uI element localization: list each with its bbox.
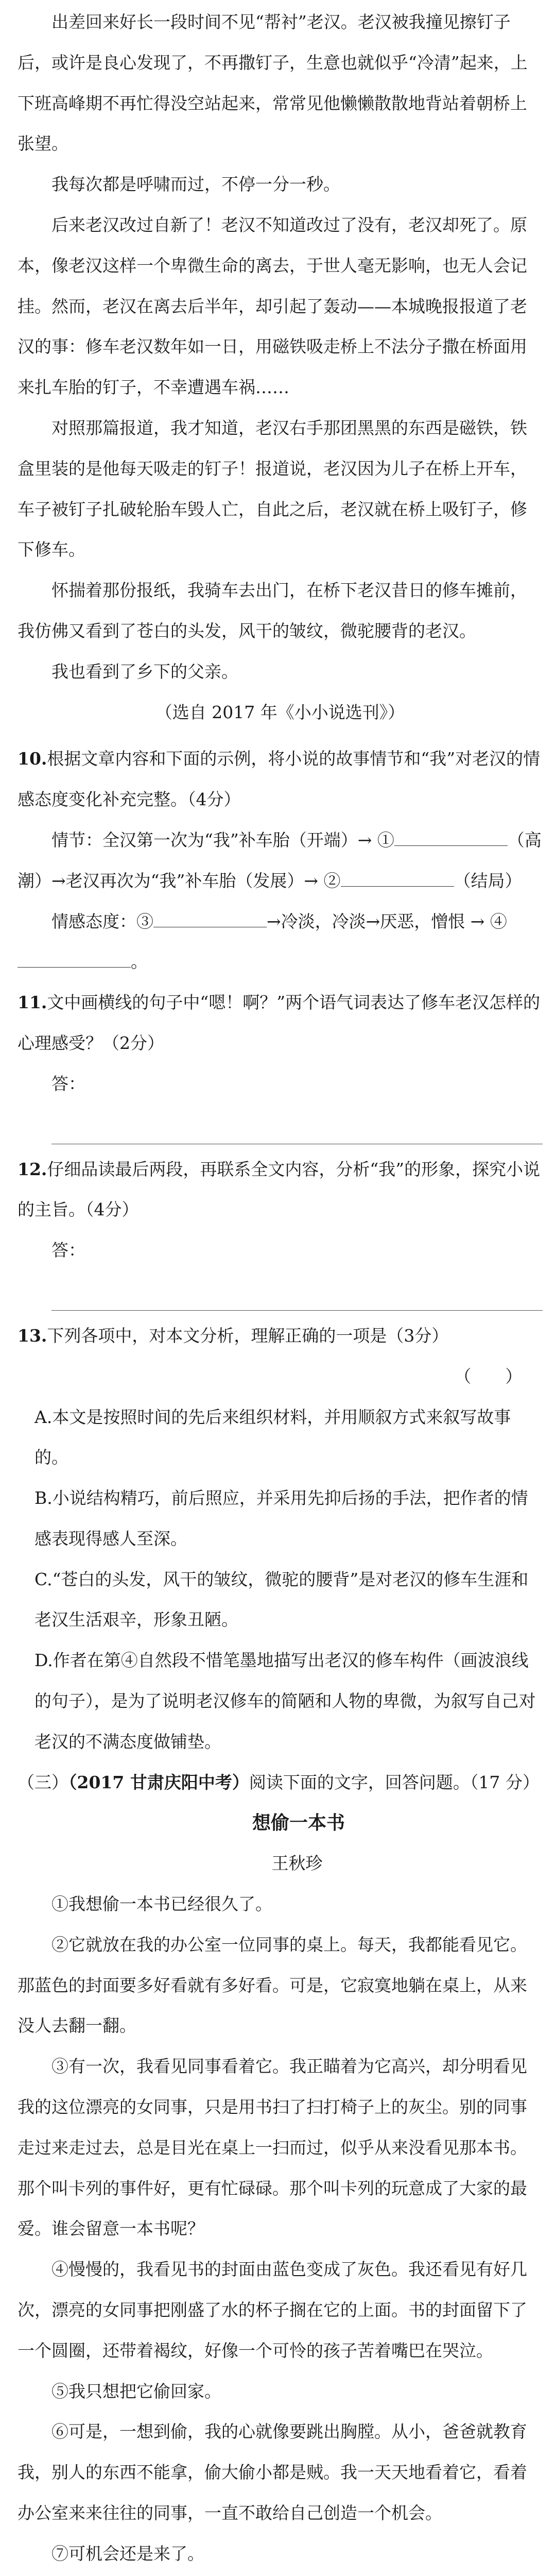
- story2-paragraph: ①我想偷一本书已经很久了。: [51, 1894, 272, 1914]
- answer-line[interactable]: [51, 1274, 543, 1311]
- plot-text-1: 全汉第一次为“我”补车胎（开端）→ ①: [102, 829, 394, 850]
- question-number: 11.: [18, 992, 47, 1013]
- story2-paragraph: ④慢慢的，我看见书的封面由蓝色变成了灰色。我还看见有好几次，漂亮的女同事把刚盛了水的杯子搁在它的上面。书的封面留下了一个圆圈，还带着褐纹，好像一个可怜的孩子苦着嘴巴在哭泣。: [18, 2259, 527, 2361]
- story2-paragraph: ②它就放在我的办公室一位同事的桌上。每天，我都能看见它。那蓝色的封面要多好看就有多好看。可是，它寂寞地躺在桌上，从来没人去翻一翻。: [18, 1934, 527, 2036]
- option-a[interactable]: A.本文是按照时间的先后来组织材料，并用顺叙方式来叙写故事的。: [34, 1406, 511, 1468]
- plot-text-2: （高潮）→老汉再次为“我”补车胎（发展）→ ②: [18, 829, 542, 891]
- answer-label: 答：: [51, 1240, 85, 1261]
- answer-blank-2[interactable]: [341, 869, 454, 887]
- answer-parentheses[interactable]: （ ）: [454, 1366, 523, 1386]
- question-10: [18, 739, 543, 982]
- story2-paragraph: [18, 2574, 543, 2576]
- section-text: 阅读下面的文字，回答问题。（17 分）: [249, 1772, 540, 1792]
- question-number: 12.: [18, 1159, 47, 1179]
- story1-paragraph: 怀揣着那份报纸，我骑车去出门，在桥下老汉昔日的修车摊前，我仿佛又看到了苍白的头发，风干的皱纹，微驼腰背的老汉。: [18, 580, 527, 641]
- story1-paragraph: 对照那篇报道，我才知道，老汉右手那团黑黑的东西是磁铁，铁盒里装的是他每天吸走的钉子！报道说，老汉因为儿子在桥上开车，车子被钉子扎破轮胎车毁人亡，自此之后，老汉就在桥上吸钉子，修下修车。: [18, 417, 527, 560]
- question-11: [18, 982, 543, 1144]
- emotion-period: 。: [131, 952, 148, 972]
- story2-paragraph: ⑤我只想把它偷回家。: [51, 2381, 221, 2401]
- story2-paragraph: ③有一次，我看见同事看着它。我正瞄着为它高兴，却分明看见我的这位漂亮的女同事，只是用书扫了扫打椅子上的灰尘。别的同事走过来走过去，总是目光在桌上一扫而过，似乎从来没看见那本书。那个叫卡列的事件好，更有忙碌碌。那个叫卡列的玩意成了大家的最爱。谁会留意一本书呢？: [18, 2056, 527, 2239]
- section-label: （三）: [18, 1772, 68, 1792]
- option-d[interactable]: D.作者在第④自然段不惜笔墨地描写出老汉的修车构件（画波浪线的句子），是为了说明老汉修车的简陋和人物的卑微，为叙写自己对老汉的不满态度做铺垫。: [34, 1650, 536, 1752]
- story2: [18, 1803, 543, 2576]
- answer-blank-3[interactable]: [153, 910, 267, 927]
- emotion-label: 情感态度：③: [51, 911, 153, 931]
- story2-title: 想偷一本书: [252, 1812, 345, 1834]
- question-text: 文中画横线的句子中“嗯！啊？”两个语气词表达了修车老汉怎样的心理感受？（2分）: [18, 992, 541, 1053]
- question-text: 仔细品读最后两段，再联系全文内容，分析“我”的形象，探究小说的主旨。（4分）: [18, 1159, 541, 1220]
- story1-paragraph: 出差回来好长一段时间不见“帮衬”老汉。老汉被我撞见擦钉子后，或许是良心发现了，不再撒钉子，生意也就似乎“冷清”起来，上下班高峰期不再忙得没空站起来，常常见他懒懒散散地背站着朝桥上张望。: [18, 12, 528, 154]
- question-13: [18, 1316, 543, 1762]
- question-number: 13.: [18, 1325, 47, 1346]
- question-text: 下列各项中，对本文分析，理解正确的一项是（3分）: [47, 1325, 449, 1346]
- answer-blank-4[interactable]: [18, 950, 131, 968]
- story2-author: 王秋珍: [271, 1853, 323, 1874]
- answer-label: 答：: [51, 1073, 85, 1094]
- plot-text-3: （结局）: [454, 870, 522, 891]
- question-number: 10.: [18, 749, 47, 769]
- answer-blank-1[interactable]: [394, 828, 508, 846]
- question-text: 根据文章内容和下面的示例，将小说的故事情节和“我”对老汉的情感态度变化补充完整。（4分）: [18, 749, 541, 810]
- emotion-text: →冷淡，冷淡→厌恶，憎恨 → ④: [267, 911, 507, 931]
- story1-paragraph: 我也看到了乡下的父亲。: [51, 661, 238, 682]
- story1-paragraph: 我每次都是呼啸而过，不停一分一秒。: [51, 174, 340, 195]
- story2-paragraph: ⑦可机会还是来了。: [51, 2543, 204, 2564]
- story2-paragraph: ⑥可是，一想到偷，我的心就像要跳出胸膛。从小，爸爸就教育我，别人的东西不能拿，偷大偷小都是贼。我一天天地看着它，看着办公室来来往往的同事，一直不敢给自己创造一个机会。: [18, 2421, 527, 2523]
- plot-label: 情节：: [51, 829, 102, 850]
- answer-line[interactable]: [51, 1108, 543, 1144]
- section-3: [18, 1762, 543, 1803]
- story1-source: （选自 2017 年《小小说选刊》）: [155, 702, 405, 722]
- option-c[interactable]: C.“苍白的头发，风干的皱纹，微驼的腰背”是对老汉的修车生涯和老汉生活艰辛，形象丑陋。: [34, 1569, 529, 1630]
- question-12: [18, 1149, 543, 1311]
- option-b[interactable]: B.小说结构精巧，前后照应，并采用先抑后扬的手法，把作者的情感表现得感人至深。: [34, 1488, 528, 1549]
- section-source: （2017 甘肃庆阳中考）: [68, 1772, 249, 1792]
- story1-paragraph: 后来老汉改过自新了！老汉不知道改过了没有，老汉却死了。原本，像老汉这样一个卑微生命的离去，于世人毫无影响，也无人会记挂。然而，老汉在离去后半年，却引起了轰动——本城晚报报道了老汉的事：修车老汉数年如一日，用磁铁吸走桥上不法分子撒在桥面用来扎车胎的钉子，不幸遭遇车祸……: [18, 214, 527, 398]
- story1: [18, 0, 543, 733]
